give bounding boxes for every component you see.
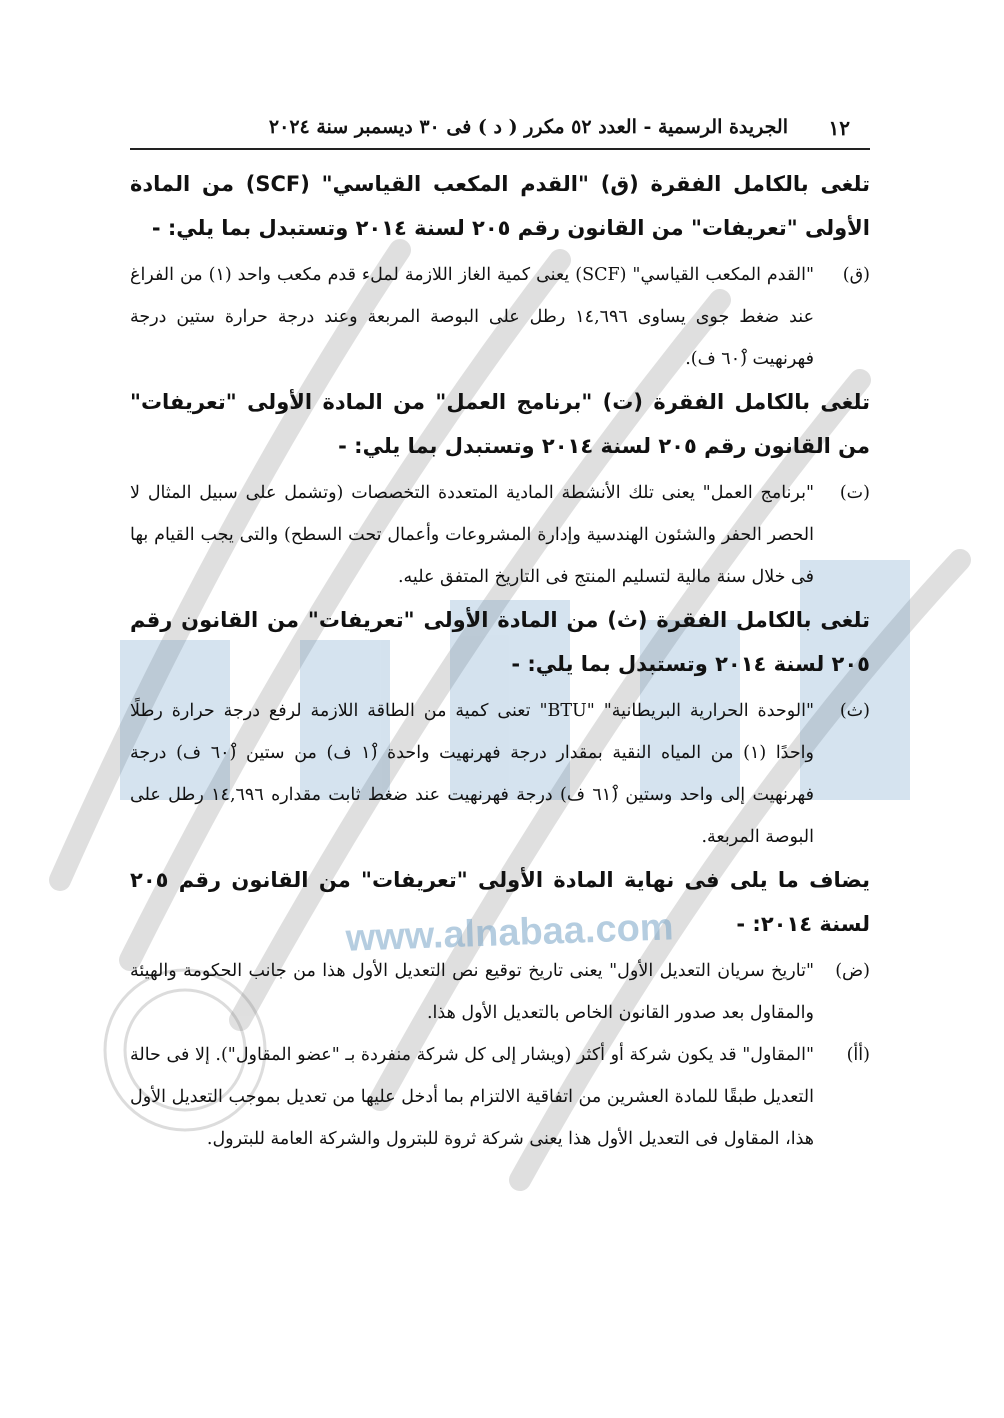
definition-paragraph	[130, 1034, 870, 1160]
document-page	[130, 108, 870, 1348]
definition-paragraph	[130, 254, 870, 380]
definition-letter: (ق)	[842, 265, 870, 285]
definition-letter: (ث)	[839, 701, 870, 721]
amendment-section-th	[130, 598, 870, 858]
definition-paragraph	[130, 690, 870, 858]
page-number: ١٢	[828, 116, 850, 140]
section-heading: تلغى بالكامل الفقرة (ث) من المادة الأولى "تعريفات" من القانون رقم ٢٠٥ لسنة ٢٠١٤ وتستبدل بما يلي: -	[130, 608, 870, 676]
definition-letter: (أأ)	[846, 1045, 870, 1065]
definition-letter: (ض)	[835, 961, 870, 981]
definition-text: "المقاول" قد يكون شركة أو أكثر (ويشار إلى كل شركة منفردة بـ "عضو المقاول"). إلا فى حالة التعديل طبقًا للمادة العشرين من اتفاقية الالتزام بما أدخل عليها من تعديل بموجب التعديل الأول هذا، المقاول فى التعديل الأول هذا يعنى شركة ثروة للبترول والشركة العامة للبترول.	[130, 1045, 814, 1149]
definition-letter: (ت)	[839, 483, 870, 503]
amendment-section-q	[130, 162, 870, 380]
section-heading: تلغى بالكامل الفقرة (ق) "القدم المكعب القياسي" (SCF) من المادة الأولى "تعريفات" من القانون رقم ٢٠٥ لسنة ٢٠١٤ وتستبدل بما يلي: -	[130, 172, 870, 240]
amendment-section-t	[130, 380, 870, 598]
definition-text: "برنامج العمل" يعنى تلك الأنشطة المادية المتعددة التخصصات (وتشمل على سبيل المثال لا الحصر الحفر والشئون الهندسية وإدارة المشروعات وأعمال تحت السطح) والتى يجب القيام بها فى خلال سنة مالية لتسليم المنتج فى التاريخ المتفق عليه.	[130, 483, 814, 587]
watermark-url: www.alnabaa.com	[344, 906, 675, 960]
definition-text: "تاريخ سريان التعديل الأول" يعنى تاريخ توقيع نص التعديل الأول هذا من جانب الحكومة والهيئة والمقاول بعد صدور القانون الخاص بالتعديل الأول هذا.	[130, 961, 814, 1023]
definition-text: "الوحدة الحرارية البريطانية" "BTU" تعنى كمية من الطاقة اللازمة لرفع درجة حرارة رطلًا واحدًا (١) من المياه النقية بمقدار درجة فهرنهيت واحدة (١ْ ف) من ستين (٦٠ْ ف) درجة فهرنهيت إلى واحد وستين (٦١ْ ف) درجة فهرنهيت عند ضغط ثابت مقداره ١٤,٦٩٦ رطل على البوصة المربعة.	[130, 701, 814, 847]
definition-paragraph	[130, 472, 870, 598]
section-heading: يضاف ما يلى فى نهاية المادة الأولى "تعريفات" من القانون رقم ٢٠٥ لسنة ٢٠١٤: -	[130, 868, 870, 936]
gazette-title: الجريدة الرسمية - العدد ٥٢ مكرر ( د ) فى ٣٠ ديسمبر سنة ٢٠٢٤	[268, 116, 788, 138]
addition-section	[130, 858, 870, 1160]
section-heading: تلغى بالكامل الفقرة (ت) "برنامج العمل" من المادة الأولى "تعريفات" من القانون رقم ٢٠٥ لسنة ٢٠١٤ وتستبدل بما يلي: -	[130, 390, 870, 458]
definition-text: "القدم المكعب القياسي" (SCF) يعنى كمية الغاز اللازمة لملء قدم مكعب واحد (١) من الفراغ عند ضغط جوى يساوى ١٤,٦٩٦ رطل على البوصة المربعة وعند درجة حرارة ستين درجة فهرنهيت (٦٠ْ ف).	[130, 265, 815, 369]
page-header	[130, 108, 870, 150]
definition-paragraph	[130, 950, 870, 1034]
